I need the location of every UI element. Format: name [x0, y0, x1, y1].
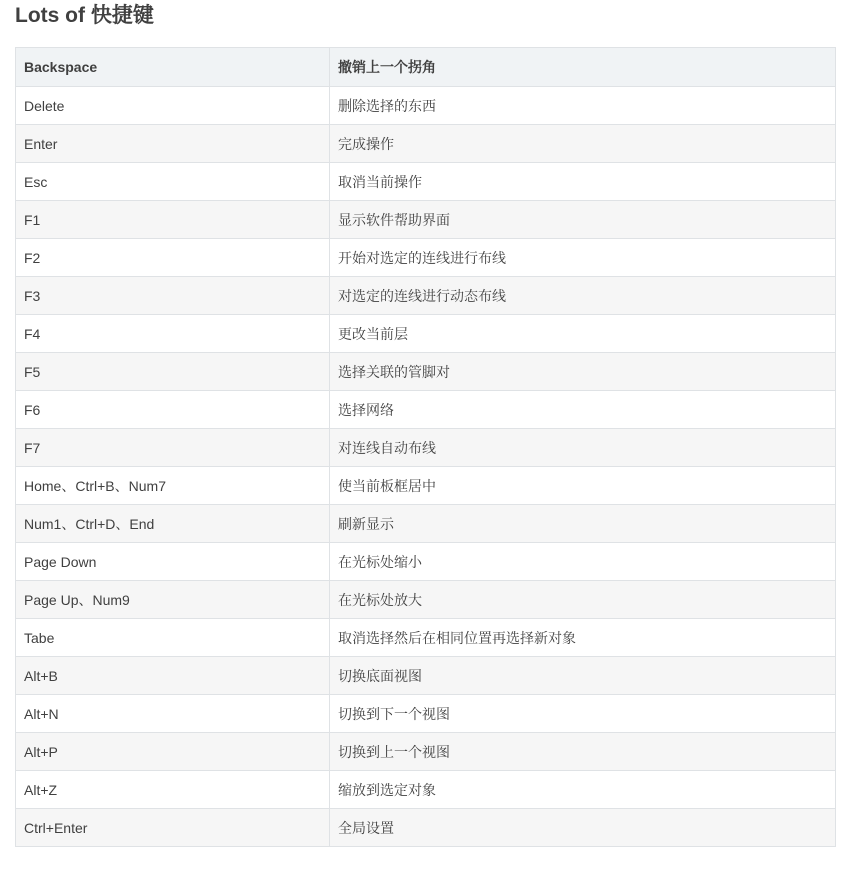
shortcut-description-cell: 对选定的连线进行动态布线	[330, 277, 836, 315]
shortcut-key-cell: Alt+N	[16, 695, 330, 733]
table-header	[16, 48, 836, 87]
shortcut-description-cell: 取消当前操作	[330, 163, 836, 201]
table-row	[16, 581, 836, 619]
table-row	[16, 505, 836, 543]
header-cell-key: Backspace	[16, 48, 330, 87]
shortcut-key-cell: Delete	[16, 87, 330, 125]
shortcut-key-cell: Esc	[16, 163, 330, 201]
table-row	[16, 657, 836, 695]
table-row	[16, 391, 836, 429]
shortcut-description-cell: 开始对选定的连线进行布线	[330, 239, 836, 277]
table-row	[16, 429, 836, 467]
shortcut-key-cell: F6	[16, 391, 330, 429]
shortcut-key-cell: Page Up、Num9	[16, 581, 330, 619]
table-body	[16, 87, 836, 847]
shortcut-description-cell: 刷新显示	[330, 505, 836, 543]
shortcut-key-cell: Alt+Z	[16, 771, 330, 809]
table-row	[16, 733, 836, 771]
shortcut-table	[15, 47, 836, 847]
shortcut-key-cell: F3	[16, 277, 330, 315]
shortcut-description-cell: 删除选择的东西	[330, 87, 836, 125]
shortcut-description-cell: 对连线自动布线	[330, 429, 836, 467]
shortcut-key-cell: Page Down	[16, 543, 330, 581]
table-row	[16, 619, 836, 657]
shortcut-description-cell: 缩放到选定对象	[330, 771, 836, 809]
table-row	[16, 467, 836, 505]
table-row	[16, 201, 836, 239]
table-row	[16, 695, 836, 733]
shortcut-description-cell: 切换底面视图	[330, 657, 836, 695]
shortcut-description-cell: 更改当前层	[330, 315, 836, 353]
shortcut-key-cell: Ctrl+Enter	[16, 809, 330, 847]
shortcut-description-cell: 在光标处放大	[330, 581, 836, 619]
table-row	[16, 87, 836, 125]
shortcut-key-cell: F1	[16, 201, 330, 239]
table-row	[16, 125, 836, 163]
page-title: Lots of 快捷键	[15, 4, 154, 27]
shortcut-description-cell: 选择关联的管脚对	[330, 353, 836, 391]
shortcut-description-cell: 取消选择然后在相同位置再选择新对象	[330, 619, 836, 657]
table-row	[16, 809, 836, 847]
shortcut-description-cell: 显示软件帮助界面	[330, 201, 836, 239]
shortcut-key-cell: Alt+P	[16, 733, 330, 771]
shortcut-key-cell: Home、Ctrl+B、Num7	[16, 467, 330, 505]
shortcut-key-cell: F5	[16, 353, 330, 391]
table-row	[16, 163, 836, 201]
table-row	[16, 353, 836, 391]
shortcut-description-cell: 在光标处缩小	[330, 543, 836, 581]
shortcut-key-cell: Alt+B	[16, 657, 330, 695]
shortcut-description-cell: 全局设置	[330, 809, 836, 847]
shortcut-description-cell: 切换到上一个视图	[330, 733, 836, 771]
shortcut-key-cell: F4	[16, 315, 330, 353]
shortcut-key-cell: Num1、Ctrl+D、End	[16, 505, 330, 543]
shortcut-key-cell: F2	[16, 239, 330, 277]
shortcut-description-cell: 切换到下一个视图	[330, 695, 836, 733]
header-cell-description: 撤销上一个拐角	[330, 48, 836, 87]
shortcut-key-cell: F7	[16, 429, 330, 467]
table-row	[16, 277, 836, 315]
shortcut-key-cell: Tabe	[16, 619, 330, 657]
table-row	[16, 239, 836, 277]
table-header-row	[16, 48, 836, 87]
shortcut-key-cell: Enter	[16, 125, 330, 163]
table-row	[16, 543, 836, 581]
table-row	[16, 315, 836, 353]
shortcut-description-cell: 选择网络	[330, 391, 836, 429]
shortcut-description-cell: 使当前板框居中	[330, 467, 836, 505]
shortcut-description-cell: 完成操作	[330, 125, 836, 163]
table-row	[16, 771, 836, 809]
